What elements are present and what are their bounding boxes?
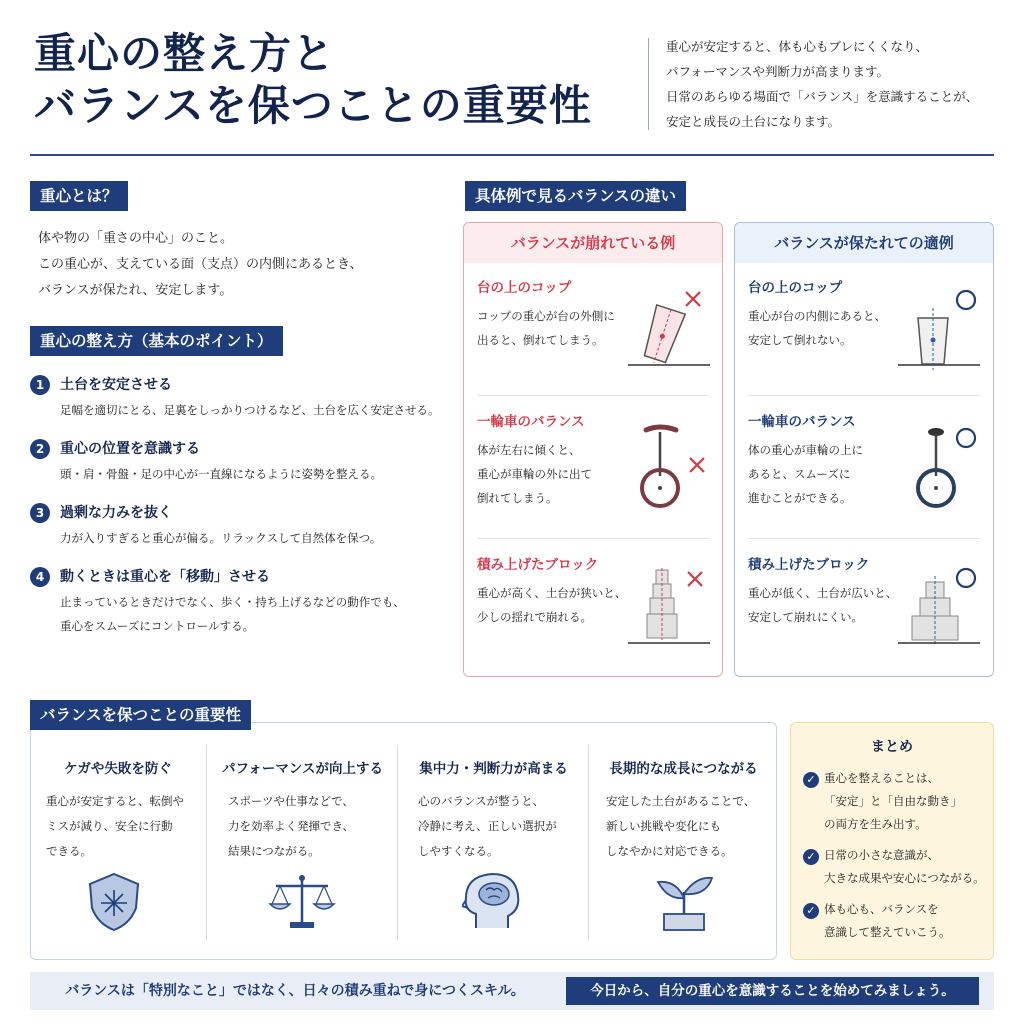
point-3 <box>30 502 450 554</box>
good-example-title: 積み上げたブロック <box>748 557 870 573</box>
divider <box>748 538 980 539</box>
summary-title: まとめ <box>871 739 913 755</box>
tilting-unicycle-icon <box>632 420 716 512</box>
point-4 <box>30 566 450 642</box>
point-1 <box>30 374 450 426</box>
footer-call-to-action: 今日から、自分の重心を意識することを始めてみましょう。 <box>566 977 979 1005</box>
page-title <box>34 28 644 132</box>
bad-example-title: 台の上のコップ <box>477 280 572 296</box>
importance-title: パフォーマンスが向上する <box>222 761 383 777</box>
summary-item: 体も心も、バランスを 意識して整えていこう。 <box>824 902 951 939</box>
check-icon: ✓ <box>803 849 819 865</box>
sprout-icon <box>654 872 714 932</box>
bad-example-title: 一輪車のバランス <box>477 414 585 430</box>
header-divider <box>648 38 649 130</box>
importance-desc: 安定した土台があることで、 新しい挑戦や変化にも しなやかに対応できる。 <box>606 794 756 858</box>
good-example-title: 台の上のコップ <box>748 280 843 296</box>
good-example-title: 一輪車のバランス <box>748 414 856 430</box>
point-number: 1 <box>30 375 50 395</box>
tall-block-stack-icon <box>626 566 712 648</box>
point-title: 過剰な力みを抜く <box>60 505 172 521</box>
divider <box>206 745 207 940</box>
scale-icon <box>268 872 336 932</box>
bad-example-desc: 重心が高く、土台が狭いと、 少しの揺れで崩れる。 <box>477 586 627 624</box>
importance-desc: スポーツや仕事などで、 力を効率よく発揮でき、 結果につながる。 <box>228 794 355 858</box>
point-number: 2 <box>30 439 50 459</box>
tipping-cup-icon <box>626 288 712 370</box>
brain-head-icon <box>462 870 528 932</box>
good-example-desc: 重心が台の内側にあると、 安定して倒れない。 <box>748 309 886 347</box>
importance-desc: 重心が安定すると、転倒や ミスが減り、安全に行動 できる。 <box>46 794 184 858</box>
divider <box>397 745 398 940</box>
point-desc: 止まっているときだけでなく、歩く・持ち上げるなどの動作でも、 重心をスムーズにコントロールする。 <box>60 595 405 633</box>
importance-desc: 心のバランスが整うと、 冷静に考え、正しい選択が しやすくなる。 <box>418 794 557 858</box>
stable-cup-icon <box>896 288 982 370</box>
section-label-examples: 具体例で見るバランスの違い <box>465 181 686 211</box>
check-icon: ✓ <box>803 772 819 788</box>
what-is-text: 体や物の「重さの中心」のこと。 この重心が、支えている面（支点）の内側にあるとき、 バランスが保たれ、安定します。 <box>38 231 363 298</box>
divider <box>588 745 589 940</box>
good-examples-heading: バランスが保たれての適例 <box>735 223 993 263</box>
footer-message: バランスは「特別なこと」ではなく、日々の積み重ねで身につくスキル。 <box>65 983 525 999</box>
point-desc: 力が入りすぎると重心が偏る。リラックスして自然体を保つ。 <box>60 531 382 545</box>
title-line-1: 重心の整え方と <box>34 29 336 78</box>
section-label-what-is: 重心とは？ <box>30 181 128 211</box>
check-icon: ✓ <box>803 903 819 919</box>
divider <box>477 395 709 396</box>
bad-example-desc: 体が左右に傾くと、 重心が車輪の外に出て 倒れてしまう。 <box>477 443 592 505</box>
summary-item: 日常の小さな意識が、 大きな成果や安心につながる。 <box>824 848 985 885</box>
wide-block-stack-icon <box>896 566 982 648</box>
point-desc: 足幅を適切にとる、足裏をしっかりつけるなど、土台を広く安定させる。 <box>60 403 440 417</box>
summary-item: 重心を整えることは、 「安定」と「自由な動き」 の両方を生み出す。 <box>824 771 962 831</box>
importance-title: 集中力・判断力が高まる <box>419 761 568 777</box>
title-line-2: バランスを保つことの重要性 <box>34 81 592 130</box>
point-number: 3 <box>30 503 50 523</box>
section-label-importance: バランスを保つことの重要性 <box>30 700 251 730</box>
good-example-desc: 体の重心が車輪の上に あると、スムーズに 進むことができる。 <box>748 443 863 505</box>
divider <box>748 395 980 396</box>
point-number: 4 <box>30 567 50 587</box>
point-title: 土台を安定させる <box>60 377 172 393</box>
shield-icon <box>86 872 142 932</box>
point-2 <box>30 438 450 490</box>
bad-example-desc: コップの重心が台の外側に 出ると、倒れてしまう。 <box>477 309 615 347</box>
good-example-desc: 重心が低く、土台が広いと、 安定して崩れにくい。 <box>748 586 898 624</box>
importance-title: 長期的な成長につながる <box>609 761 758 777</box>
header-rule <box>30 154 994 156</box>
divider <box>477 538 709 539</box>
point-title: 重心の位置を意識する <box>60 441 200 457</box>
point-desc: 頭・肩・骨盤・足の中心が一直線になるように姿勢を整える。 <box>60 467 382 481</box>
intro-text: 重心が安定すると、体も心もブレにくくなり、 パフォーマンスや判断力が高まります。 日常のあらゆる場面で「バランス」を意識することが、 安定と成長の土台になります。 <box>666 39 979 129</box>
bad-example-title: 積み上げたブロック <box>477 557 599 573</box>
section-label-how-to: 重心の整え方（基本のポイント） <box>30 326 283 356</box>
bad-examples-heading: バランスが崩れている例 <box>464 223 722 263</box>
importance-title: ケガや失敗を防ぐ <box>64 761 172 777</box>
point-title: 動くときは重心を「移動」させる <box>60 569 270 585</box>
upright-unicycle-icon <box>900 420 984 512</box>
